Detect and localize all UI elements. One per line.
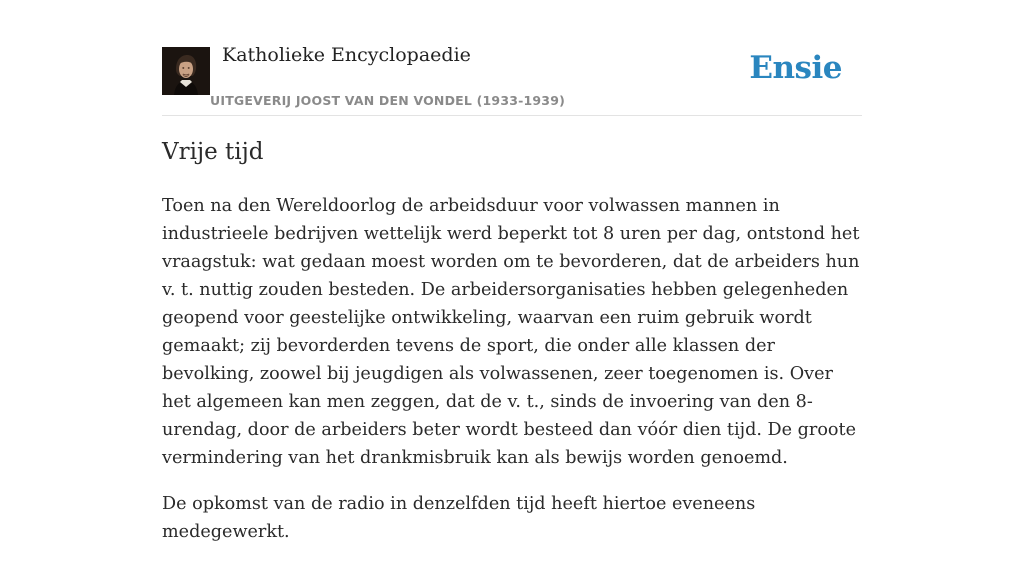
article-container xyxy=(162,0,862,542)
source-title[interactable]: Katholieke Encyclopaedie xyxy=(222,44,471,66)
article-paragraph: Toen na den Wereldoorlog de arbeidsduur voor volwassen mannen in industrieele bedrijven wettelijk werd beperkt tot 8 uren per dag, ontstond het vraagstuk: wat gedaan moest worden om te bevorderen, dat de arbeiders hun v. t. nuttig zouden besteden. De arbeidersorganisaties hebben gelegenheden geopend voor geestelijke ontwikkeling, waarvan een ruim gebruik wordt gemaakt; zij bevorderden tevens de sport, die onder alle klassen der bevolking, zoowel bij jeugdigen als volwassenen, zeer toegenomen is. Over het algemeen kan men zeggen, dat de v. t., sinds de invoering van den 8-urendag, door de arbeiders beter wordt besteed dan vóór dien tijd. De groote vermindering van het drankmisbruik kan als bewijs worden genoemd. xyxy=(162,196,860,468)
ensie-logo[interactable]: Ensie xyxy=(749,50,842,86)
portrait-avatar-icon[interactable] xyxy=(162,47,210,95)
article-title: Vrije tijd xyxy=(162,139,264,165)
article-body xyxy=(162,192,862,564)
article-paragraph: De opkomst van de radio in denzelfden tijd heeft hiertoe eveneens medegewerkt. xyxy=(162,494,756,542)
publisher-label: UITGEVERIJ JOOST VAN DEN VONDEL (1933-1939) xyxy=(210,93,566,108)
source-header xyxy=(162,0,862,116)
